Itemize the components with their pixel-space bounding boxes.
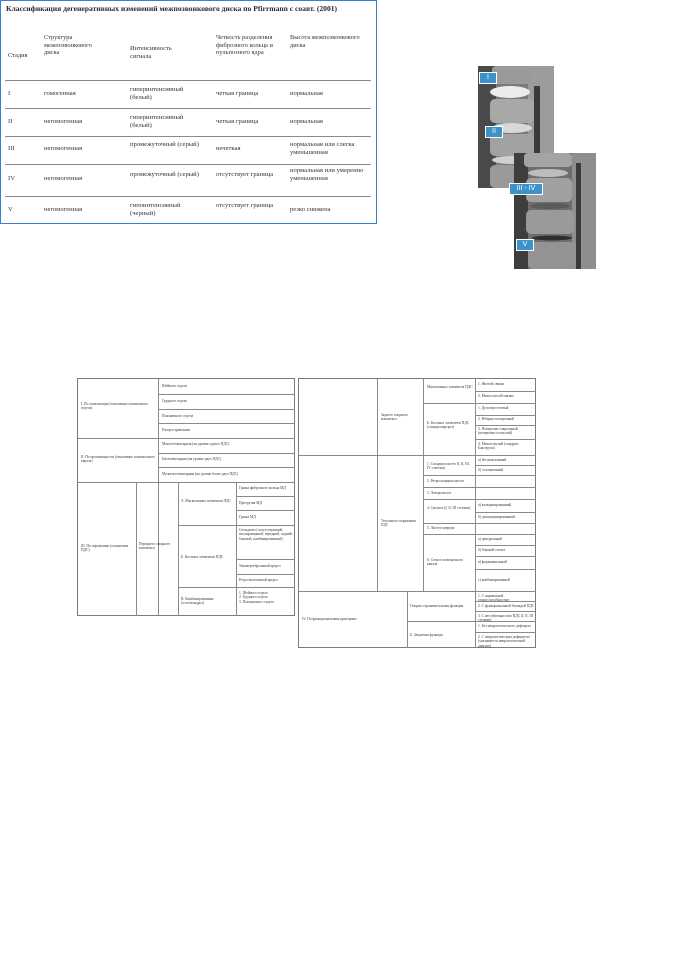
list-item: в) фораминальный (478, 560, 507, 564)
header-stage: Стадия (8, 52, 28, 59)
cell-structure: негомогенная (44, 175, 83, 182)
header-height: Высота межпозвонкового диска (290, 34, 360, 49)
classification-table-left (77, 378, 295, 616)
list-item: 1. Спондилолистез (I, II, III, IV степени) (427, 462, 470, 471)
grid-line (377, 379, 378, 591)
grid-line (136, 482, 137, 616)
list-item: 1. С нормальной опороспособностью (478, 594, 510, 603)
subgroup-bone: Б. Костных элементов ПДС (спондилоартроз) (427, 421, 470, 430)
list-item: б) осложненный (478, 468, 504, 472)
grid-line (475, 512, 536, 513)
cell-intensity: гиперинтенсивный (белый) (130, 114, 184, 129)
row-divider (5, 136, 371, 137)
group-lesion: III. По поражению (отношение ПДС) (81, 544, 129, 553)
group-extent: II. По протяженности (отношение позвоночного канала) (81, 455, 155, 464)
grid-line (475, 569, 536, 570)
list-item: Распространенная (162, 428, 191, 432)
grid-line (475, 611, 536, 612)
list-item: а) центральный (478, 537, 502, 541)
subgroup-protective-function: Б. Защитная функция (410, 633, 443, 637)
grid-line (158, 409, 295, 410)
list-item: 4. Межостистый (синдром Бааструпа) (478, 442, 519, 451)
list-item: 1. Дугоотростчатый (478, 406, 509, 410)
list-item: Мультисегментарная (на уровне более двух ПДС) (162, 472, 239, 476)
list-item: а) кальцинированный (478, 503, 512, 507)
list-item: 3. Поперечно-сакральный (поперечно-остистый) (478, 427, 518, 436)
group-functional: IV. По функциональным критериям (302, 617, 357, 621)
grid-line (475, 465, 536, 466)
list-item: 1. Шейного отдела 2. Грудного отдела 3. Поясничного отдела (239, 591, 274, 604)
grid-line (475, 545, 536, 546)
grid-line (236, 510, 295, 511)
row-divider (5, 108, 371, 109)
list-item: б) декальцинированный (478, 515, 515, 519)
list-item: 3. С нестабильностью ПДС (I, II, III степени) (478, 614, 533, 623)
grid-line (423, 499, 536, 500)
grid-line (158, 467, 295, 468)
list-item: 1. Желтой связки (478, 382, 505, 386)
grid-line (178, 525, 295, 526)
cell-clarity: отсутствует граница (216, 202, 274, 209)
header-intensity: Интенсивность сигнала (130, 45, 172, 60)
grid-line (236, 482, 237, 616)
list-item: 3. Латеролистез (427, 491, 452, 495)
list-item: Грыжа МД (239, 515, 256, 519)
subgroup-bone: Б. Костных элементов ПДС (181, 555, 224, 559)
grid-line (158, 423, 295, 424)
list-item: Спондилез (сопутствующий, изолированный; передний, задний; боковой, комбинированный) (239, 528, 293, 541)
row-divider (5, 80, 371, 81)
grid-line (178, 587, 295, 588)
subgroup-soft-tissue: А. Мягкотканых элементов ПДС (181, 499, 231, 503)
grid-line (423, 487, 536, 488)
grid-line (475, 425, 536, 426)
list-item: б) боковой стеноз (478, 548, 506, 552)
cell-intensity: промежуточный (серый) (130, 141, 199, 148)
list-item: 4. Сколиоз (I, II, III степени) (427, 506, 471, 510)
cell-stage: II (8, 118, 13, 125)
cell-stage: I (8, 90, 11, 97)
classification-table-right (298, 378, 536, 648)
pfirrmann-table (0, 0, 377, 224)
grid-line (423, 403, 536, 404)
cell-clarity: отсутствует граница (216, 171, 274, 178)
list-item: 2. Реберно-поперечный (478, 417, 514, 421)
grid-line (78, 438, 295, 439)
list-item: а) бессимптомный (478, 458, 507, 462)
subgroup-anterior-complex: Переднего опорного комплекса (139, 542, 171, 551)
cell-height: нормальная или слегка уменьшенная (290, 141, 355, 156)
cell-height: нормальная (290, 90, 323, 97)
cell-stage: V (8, 206, 13, 213)
mri-image-lower (514, 153, 596, 269)
cell-intensity: гиперинтенсивный (белый) (130, 86, 184, 101)
mri-label-stage-5: V (516, 239, 534, 251)
pfirrmann-title: Классификация дегенеративных изменений межпозвонкового диска по Pfirrmann с соавт. (2001) (6, 4, 338, 13)
grid-line (475, 391, 536, 392)
list-item: 5. Листез кпереди (427, 526, 455, 530)
list-item: Шейного отдела (162, 384, 188, 388)
subgroup-support-function: Опорно-ограничительная функция (410, 604, 464, 608)
group-posterior-complex: Заднего опорного комплекса (381, 413, 409, 422)
group-localization: I. По локализации (отношение поясничного отдела) (81, 402, 148, 411)
grid-line (423, 534, 536, 535)
cell-structure: негомогенная (44, 145, 83, 152)
list-item: Протрузия МД (239, 501, 262, 505)
cell-structure: негомогенная (44, 118, 83, 125)
cell-height: нормальная или умеренно уменьшенная (290, 167, 364, 182)
subgroup-soft-tissue: Мягкотканых элементов ПДС (427, 385, 473, 389)
group-total-lesion: Тотального поражения ПДС (381, 519, 416, 528)
header-clarity: Четкость разделения фиброзного кольца и пульпозного ядра (216, 34, 273, 57)
grid-line (236, 496, 295, 497)
list-item: 2. Межостистой связки (478, 394, 514, 398)
list-item: Грудного отдела (162, 399, 187, 403)
list-item: Бисегментарная (на уровне двух ПДС) (162, 457, 222, 461)
cell-height: резко снижена (290, 206, 331, 213)
list-item: Поясничного отдела (162, 414, 194, 418)
mri-spine-lower-graphic (514, 153, 596, 269)
row-divider (5, 196, 371, 197)
grid-line (236, 574, 295, 575)
mri-label-stage-1: I (479, 72, 497, 84)
list-item: Грыжа фиброзного кольца МД (239, 486, 286, 490)
cell-intensity: гипоинтенсивный (черный) (130, 202, 181, 217)
grid-line (158, 453, 295, 454)
row-divider (5, 164, 371, 165)
list-item: 2. С неврологическим дефицитом (указывается неврологический диагноз) (478, 635, 530, 648)
grid-line (475, 556, 536, 557)
grid-line (299, 591, 536, 592)
grid-line (78, 482, 295, 483)
grid-line (236, 559, 295, 560)
mri-label-stage-3-4: III - IV (509, 183, 543, 195)
cell-height: нормальная (290, 118, 323, 125)
mri-label-stage-2: II (485, 126, 503, 138)
cell-clarity: четкая граница (216, 90, 259, 97)
list-item: 6. Стеноз позвоночного канала (427, 558, 464, 567)
header-structure: Структура межпозвонкового диска (44, 34, 92, 57)
cell-clarity: нечеткая (216, 145, 241, 152)
list-item: Унковертебральный артроз (239, 564, 281, 568)
grid-line (423, 523, 536, 524)
cell-structure: негомогенная (44, 206, 83, 213)
cell-intensity: промежуточный (серый) (130, 171, 199, 178)
grid-line (299, 455, 536, 456)
cell-stage: IV (8, 175, 15, 182)
grid-line (423, 379, 424, 591)
grid-line (423, 475, 536, 476)
cell-stage: III (8, 145, 15, 152)
list-item: Ретро-коленчатый артроз (239, 578, 278, 582)
cell-clarity: четкая граница (216, 118, 259, 125)
grid-line (475, 415, 536, 416)
grid-line (158, 379, 159, 616)
subgroup-combined: В. Комбинированные (остеохондроз) (181, 597, 214, 606)
list-item: 2. С функциональной блокадой ПДС (478, 604, 535, 608)
list-item: Моносегментарная (на уровне одного ПДС) (162, 442, 230, 446)
list-item: г) комбинированный (478, 578, 510, 582)
cell-structure: гомогенная (44, 90, 76, 97)
list-item: 1. Без неврологического дефицита (478, 624, 531, 628)
grid-line (158, 394, 295, 395)
grid-line (475, 439, 536, 440)
grid-line (475, 379, 476, 648)
grid-line (475, 632, 536, 633)
grid-line (178, 482, 179, 616)
list-item: 2. Ретроспондилолистез (427, 479, 464, 483)
grid-line (407, 591, 408, 648)
